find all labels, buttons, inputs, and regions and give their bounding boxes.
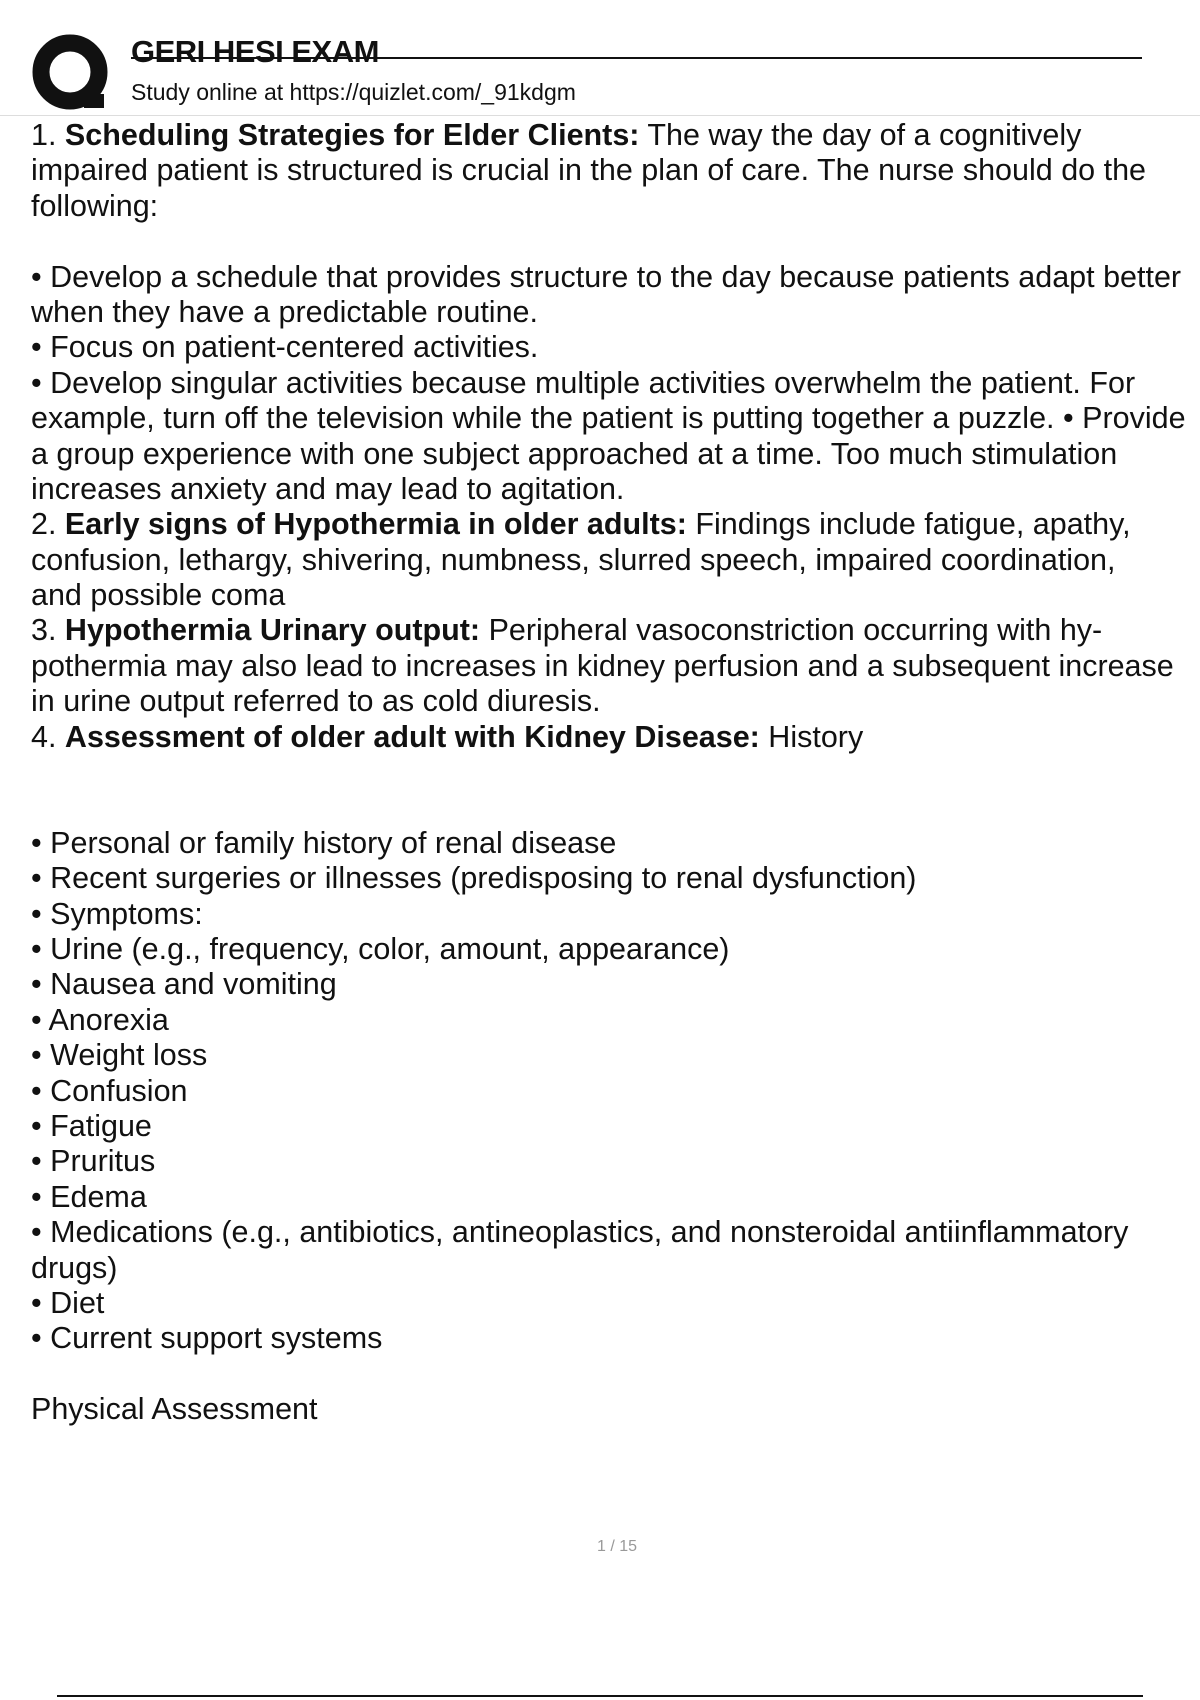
flashcard-list [31, 118, 1200, 1427]
card-definition-line: • Personal or family history of renal disease [31, 825, 617, 860]
blank-line [31, 755, 1200, 790]
study-online-url: Study online at https://quizlet.com/_91kdgm [131, 79, 576, 105]
card-heading-line [31, 118, 1200, 153]
card-definition-line: • Focus on patient-centered activities. [31, 330, 539, 365]
card-definition-line: Physical Assessment [31, 1392, 318, 1427]
card-definition-line: • Edema [31, 1179, 147, 1214]
header-divider [0, 115, 1200, 116]
card-definition-line: • Current support systems [31, 1321, 383, 1356]
card-term: Assessment of older adult with Kidney Disease: [64, 719, 760, 754]
card-definition-text: Peripheral vasoconstriction occurring with hy- [480, 613, 1103, 648]
card-definition-line: • Fatigue [31, 1108, 152, 1143]
card-term: Hypothermia Urinary output: [64, 613, 481, 648]
card-definition-line: • Weight loss [31, 1038, 208, 1073]
card-definition-line: • Develop a schedule that provides structure to the day because patients adapt better [31, 259, 1182, 294]
card-definition-line: following: [31, 188, 159, 223]
card-definition-text: History [759, 719, 864, 754]
card-number: 3. [31, 613, 57, 648]
card-definition-line: • Nausea and vomiting [31, 967, 337, 1002]
card-definition-line: increases anxiety and may lead to agitation. [31, 471, 625, 506]
card-term: Early signs of Hypothermia in older adults: [64, 507, 687, 542]
card-heading-line [31, 507, 1200, 542]
card-definition-line: • Symptoms: [31, 896, 203, 931]
card-heading-line [31, 720, 1200, 755]
card-definition-line: • Diet [31, 1285, 105, 1320]
card-number: 2. [31, 507, 57, 542]
card-definition-line: impaired patient is structured is crucial in the plan of care. The nurse should do the [31, 153, 1146, 188]
card-heading-line [31, 613, 1200, 648]
card-definition-line: drugs) [31, 1250, 118, 1285]
card-definition-line: • Anorexia [31, 1002, 169, 1037]
card-definition-line: • Confusion [31, 1073, 188, 1108]
document-title: GERI HESI EXAM [131, 34, 379, 69]
card-definition-line: a group experience with one subject approached at a time. Too much stimulation [31, 436, 1118, 471]
card-definition-line: • Urine (e.g., frequency, color, amount, appearance) [31, 931, 730, 966]
title-underline [131, 57, 1142, 59]
quizlet-logo-icon [30, 32, 114, 116]
card-definition-line: confusion, lethargy, shivering, numbness, slurred speech, impaired coordination, [31, 542, 1116, 577]
blank-line [31, 1357, 1200, 1392]
card-number: 4. [31, 719, 57, 754]
footer-divider [57, 1695, 1143, 1697]
card-definition-line: pothermia may also lead to increases in kidney perfusion and a subsequent increase [31, 648, 1174, 683]
card-definition-line: • Develop singular activities because multiple activities overwhelm the patient. For [31, 365, 1136, 400]
card-number: 1. [31, 118, 57, 152]
card-term: Scheduling Strategies for Elder Clients: [64, 118, 640, 152]
blank-line [31, 790, 1200, 825]
card-definition-text: Findings include fatigue, apathy, [686, 507, 1131, 542]
card-definition-line: when they have a predictable routine. [31, 294, 538, 329]
card-definition-line: • Pruritus [31, 1144, 156, 1179]
card-definition-text: The way the day of a cognitively [639, 118, 1082, 152]
card-definition-line: and possible coma [31, 578, 286, 613]
card-definition-line: • Medications (e.g., antibiotics, antineoplastics, and nonsteroidal antiinflammatory [31, 1215, 1129, 1250]
card-definition-line: • Recent surgeries or illnesses (predisposing to renal dysfunction) [31, 861, 917, 896]
card-definition-line: example, turn off the television while the patient is putting together a puzzle. • Provide [31, 401, 1186, 436]
blank-line [31, 224, 1200, 259]
card-definition-line: in urine output referred to as cold diuresis. [31, 684, 601, 719]
page-indicator: 1 / 15 [596, 1538, 638, 1555]
